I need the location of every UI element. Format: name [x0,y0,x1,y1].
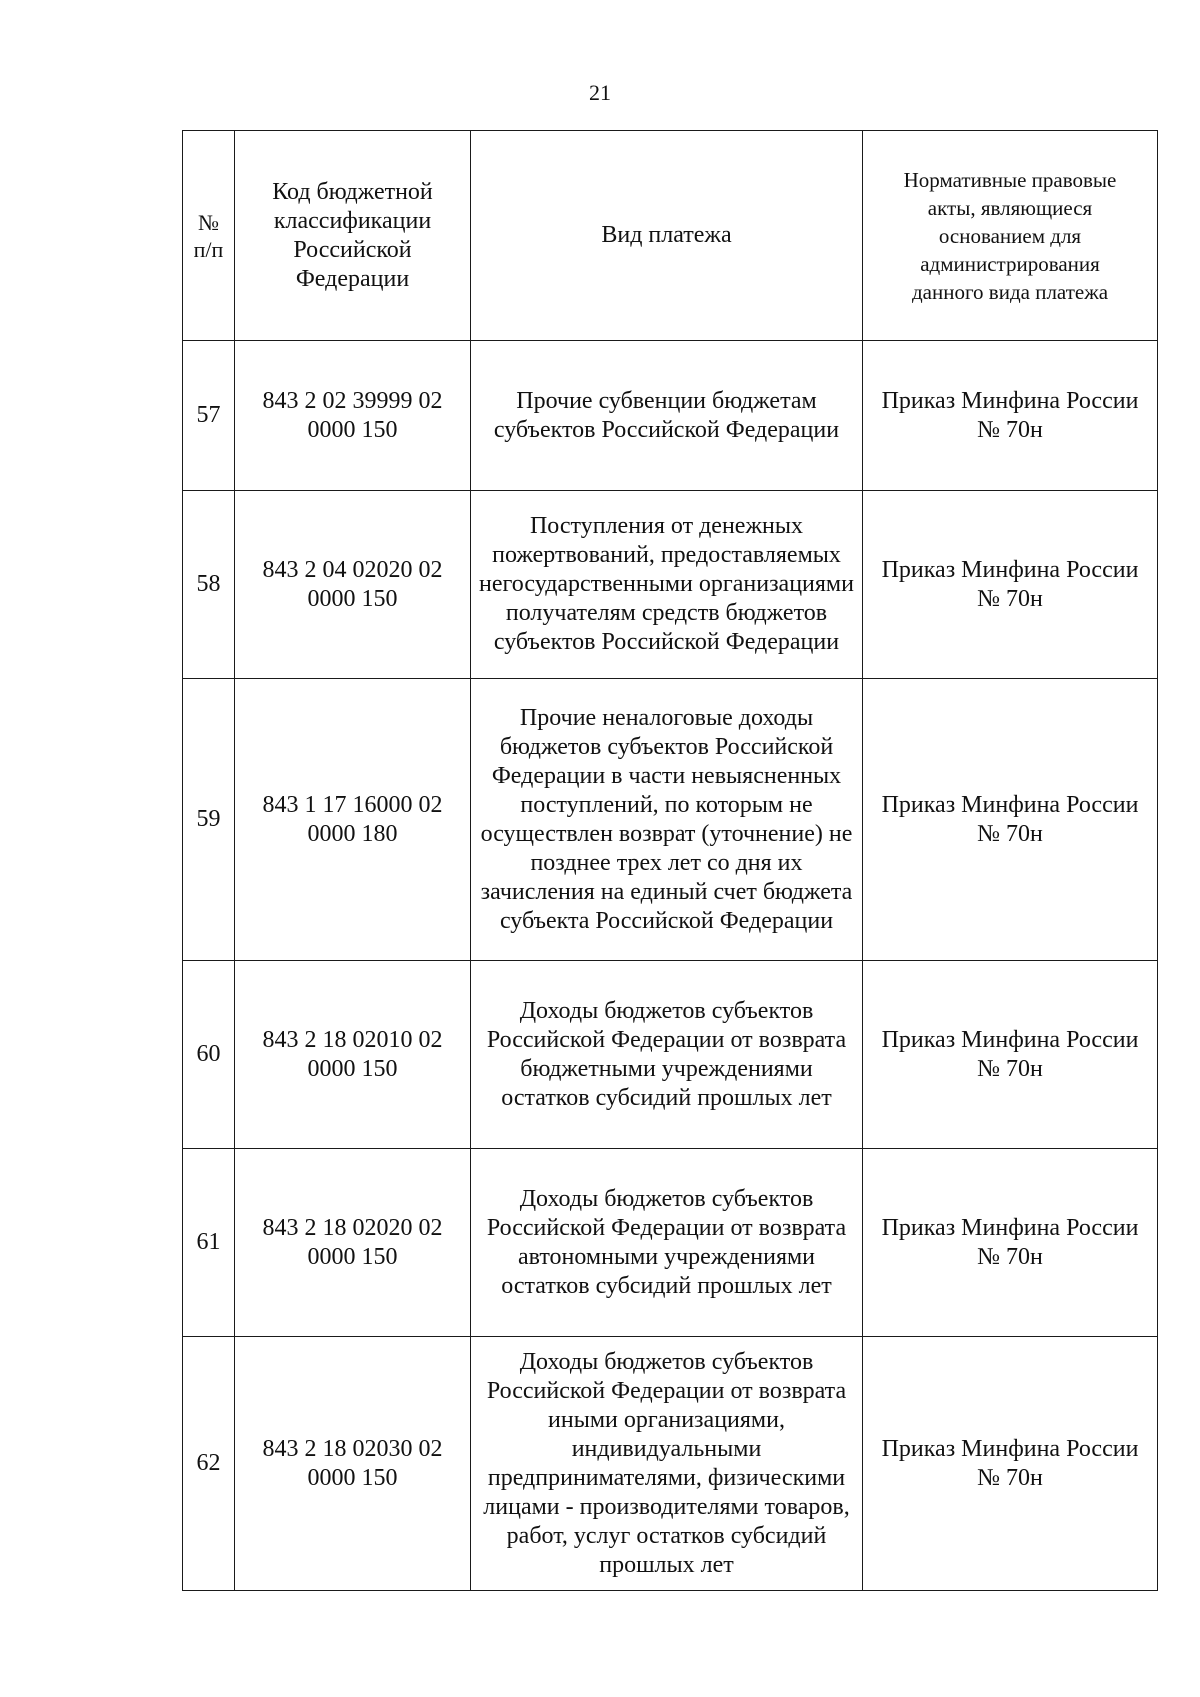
table-row [183,679,1158,961]
budget-code: 843 2 18 02030 02 0000 150 [235,1337,471,1591]
row-number: 62 [183,1337,235,1591]
row-number: 61 [183,1149,235,1337]
payment-type: Доходы бюджетов субъектов Российской Федерации от возврата бюджетными учреждениями остатков субсидий прошлых лет [471,961,863,1149]
table-row [183,961,1158,1149]
budget-code: 843 2 04 02020 02 0000 150 [235,491,471,679]
legal-act: Приказ Минфина России № 70н [863,961,1158,1149]
legal-act: Приказ Минфина России № 70н [863,491,1158,679]
budget-code: 843 2 18 02010 02 0000 150 [235,961,471,1149]
budget-code: 843 2 02 39999 02 0000 150 [235,341,471,491]
header-payment-type: Вид платежа [471,131,863,341]
header-legal-acts: Нормативные правовые акты, являющиеся основанием для администрирования данного вида платежа [863,131,1158,341]
row-number: 58 [183,491,235,679]
legal-act: Приказ Минфина России № 70н [863,679,1158,961]
table-row [183,491,1158,679]
legal-act: Приказ Минфина России № 70н [863,341,1158,491]
row-number: 59 [183,679,235,961]
payment-type: Прочие субвенции бюджетам субъектов Российской Федерации [471,341,863,491]
table-row [183,1149,1158,1337]
payment-type: Доходы бюджетов субъектов Российской Федерации от возврата иными организациями, индивидуальными предпринимателями, физическими лицами - производителями товаров, работ, услуг остатков субсидий прошлых лет [471,1337,863,1591]
payment-type: Поступления от денежных пожертвований, предоставляемых негосударственными организациями получателям средств бюджетов субъектов Российской Федерации [471,491,863,679]
payment-type: Прочие неналоговые доходы бюджетов субъектов Российской Федерации в части невыясненных поступлений, по которым не осуществлен возврат (уточнение) не позднее трех лет со дня их зачисления на единый счет бюджета субъекта Российской Федерации [471,679,863,961]
payments-table [182,130,1158,1591]
table-header-row [183,131,1158,341]
legal-act: Приказ Минфина России № 70н [863,1337,1158,1591]
row-number: 57 [183,341,235,491]
legal-act: Приказ Минфина России № 70н [863,1149,1158,1337]
table-row [183,341,1158,491]
page-number: 21 [589,80,611,105]
payment-type: Доходы бюджетов субъектов Российской Федерации от возврата автономными учреждениями остатков субсидий прошлых лет [471,1149,863,1337]
header-row-number: № п/п [183,131,235,341]
row-number: 60 [183,961,235,1149]
header-budget-code: Код бюджетной классификации Российской Федерации [235,131,471,341]
budget-code: 843 2 18 02020 02 0000 150 [235,1149,471,1337]
table-row [183,1337,1158,1591]
budget-code: 843 1 17 16000 02 0000 180 [235,679,471,961]
